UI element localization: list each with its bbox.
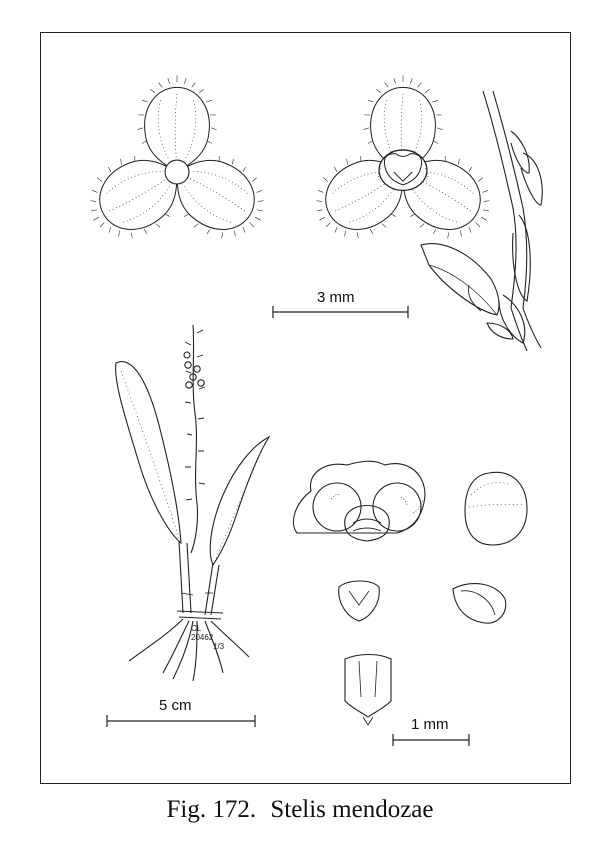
scale-label-flower: 3 mm [317, 289, 355, 306]
scale-bar-5cm [107, 715, 255, 727]
flower-with-column [300, 75, 507, 254]
figure-caption [0, 796, 600, 824]
flower-front-view [74, 75, 281, 254]
scale-label-plant: 5 cm [159, 697, 192, 714]
petal-dissection [465, 472, 527, 545]
column-petals-dissection [293, 461, 425, 541]
lip-side-dissection [453, 584, 506, 624]
collector-initials: CL [191, 624, 202, 633]
collector-sheet: 1/3 [213, 642, 225, 651]
collector-number: 20462 [191, 633, 214, 642]
species-name: Stelis mendozae [270, 796, 434, 823]
lip-front-dissection [339, 581, 380, 621]
botanical-drawing [41, 33, 572, 785]
column-base-dissection [345, 655, 391, 726]
scale-bar-1mm [393, 734, 469, 746]
scale-bar-3mm [273, 306, 408, 318]
illustration-plate [40, 32, 571, 784]
figure-number: Fig. 172. [166, 796, 257, 823]
scale-label-dissection: 1 mm [411, 716, 449, 733]
inflorescence-stem-detail [421, 91, 542, 351]
